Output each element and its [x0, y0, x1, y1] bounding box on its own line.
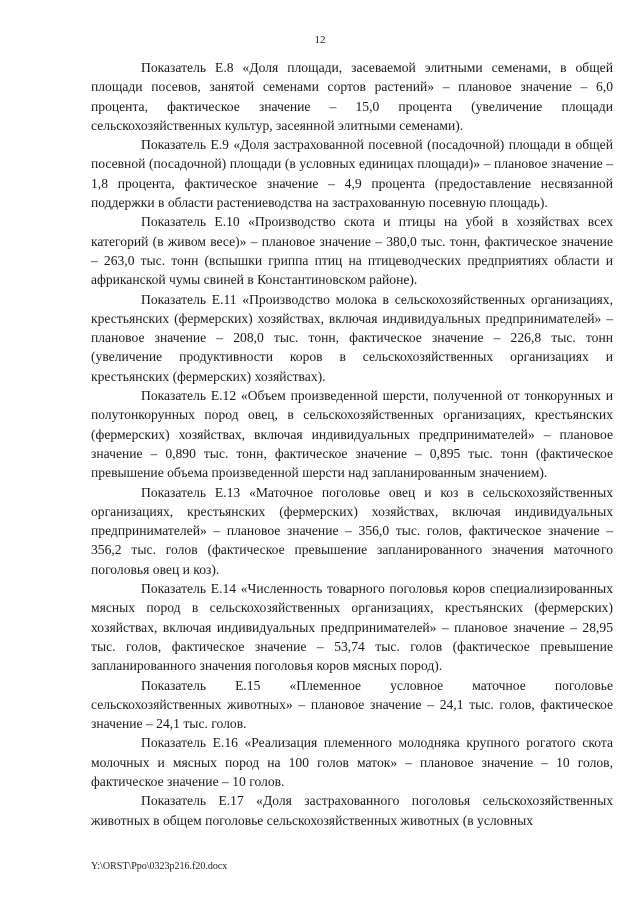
- paragraph-indicator-e13: Показатель Е.13 «Маточное поголовье овец и коз в сельскохозяйственных организациях, крестьянских (фермерских) хозяйствах, включая индивидуальных предпринимателей» – плановое значение – 356,0 тыс. голов, фактическое значение – 356,2 тыс. голов (фактическое превышение запланированного значения маточного поголовья овец и коз).: [91, 484, 613, 577]
- paragraph-indicator-e11: Показатель Е.11 «Производство молока в сельскохозяйственных организациях, крестьянских (фермерских) хозяйствах, включая индивидуальных предпринимателей» – плановое значение – 208,0 тыс. тонн, фактическое значение – 226,8 тыс. тонн (увеличение продуктивности коров в сельскохозяйственных организациях и крестьянских (фермерских) хозяйствах).: [91, 291, 613, 384]
- paragraph-indicator-e10: Показатель Е.10 «Производство скота и птицы на убой в хозяйствах всех категорий (в живом весе)» – плановое значение – 380,0 тыс. тонн, фактическое значение – 263,0 тыс. тонн (вспышки гриппа птиц на птицеводческих предприятиях области и африканской чумы свиней в Константиновском районе).: [91, 214, 613, 288]
- footer-file-path: Y:\ORST\Ppo\0323p216.f20.docx: [91, 861, 228, 872]
- paragraph-indicator-e8: Показатель Е.8 «Доля площади, засеваемой элитными семенами, в общей площади посевов, занятой семенами сортов растений» – плановое значение – 6,0 процента, фактическое значение – 15,0 процента (увеличение площади сельскохозяйственных культур, засеянной элитными семенами).: [91, 60, 613, 133]
- paragraph-indicator-e15: Показатель Е.15 «Племенное условное маточное поголовье сельскохозяйственных животных» – плановое значение – 24,1 тыс. голов, фактическое значение – 24,1 тыс. голов.: [91, 677, 613, 732]
- document-body: [91, 58, 613, 830]
- paragraph-indicator-e17: Показатель Е.17 «Доля застрахованного поголовья сельскохозяйственных животных в общем поголовье сельскохозяйственных животных (в условных: [91, 793, 613, 828]
- paragraph-indicator-e9: Показатель Е.9 «Доля застрахованной посевной (посадочной) площади в общей посевной (посадочной) площади (в условных единицах площади)» – плановое значение – 1,8 процента, фактическое значение – 4,9 процента (предоставление несвязанной поддержки в области растениеводства на застрахованную посевную площадь).: [91, 137, 613, 211]
- page-number: 12: [314, 34, 326, 46]
- paragraph-indicator-e14: Показатель Е.14 «Численность товарного поголовья коров специализированных мясных пород в сельскохозяйственных организациях, крестьянских (фермерских) хозяйствах, включая индивидуальных предпринимателей» – плановое значение – 28,95 тыс. голов, фактическое значение – 53,74 тыс. голов (фактическое превышение запланированного значения поголовья коров мясных пород).: [91, 581, 613, 674]
- paragraph-indicator-e12: Показатель Е.12 «Объем произведенной шерсти, полученной от тонкорунных и полутонкорунных пород овец, в сельскохозяйственных организациях, крестьянских (фермерских) хозяйствах, включая индивидуальных предпринимателей» – плановое значение – 0,890 тыс. тонн, фактическое значение – 0,895 тыс. тонн (фактическое превышение объема произведенной шерсти над запланированным значением).: [91, 388, 613, 481]
- paragraph-indicator-e16: Показатель Е.16 «Реализация племенного молодняка крупного рогатого скота молочных и мясных пород на 100 голов маток» – плановое значение – 10 голов, фактическое значение – 10 голов.: [91, 735, 613, 789]
